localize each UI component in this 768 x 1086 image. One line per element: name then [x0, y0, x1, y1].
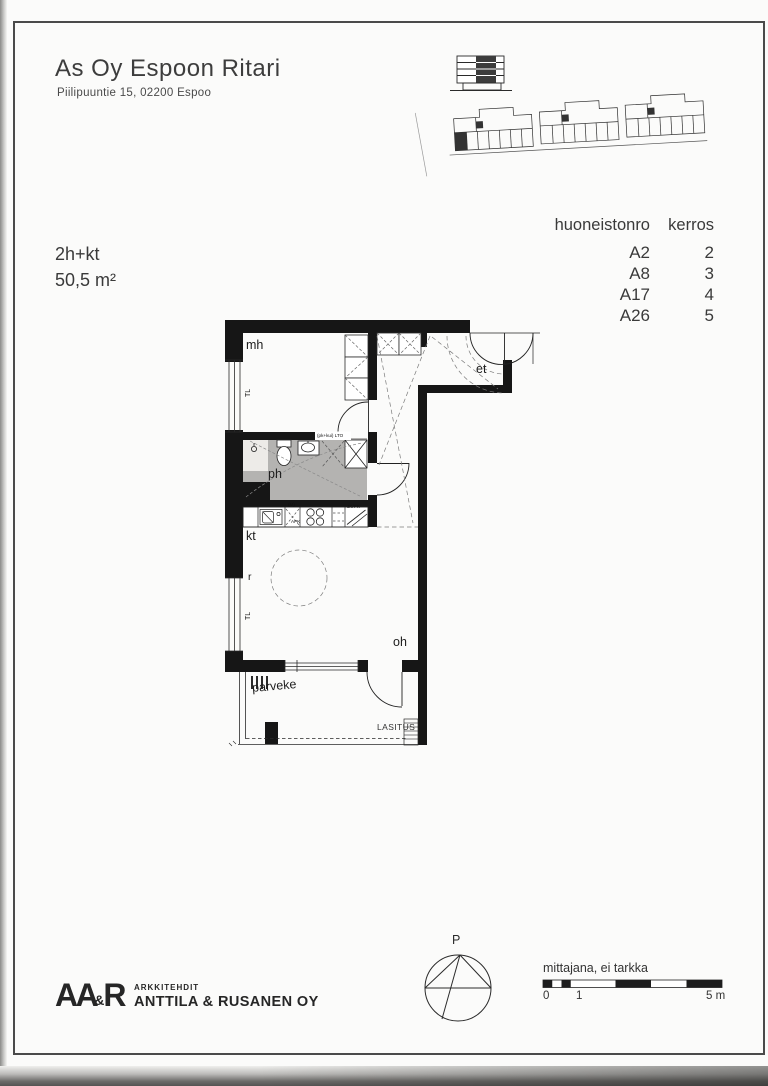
apartment-area: 50,5 m² [55, 270, 117, 290]
table-row [520, 306, 714, 327]
scale-tick-1: 1 [576, 990, 583, 1002]
unit-cell: A2 [629, 243, 650, 262]
room-label-oh: oh [393, 635, 407, 649]
compass-north-label: P [452, 933, 461, 947]
floor-cell: 2 [704, 243, 714, 262]
scan-edge-left [0, 0, 7, 1086]
logo-line1: ARKKITEHDIT [133, 983, 200, 992]
scale-bar [543, 980, 722, 988]
room-label-parveke: parveke [251, 677, 297, 695]
building-section-drawing [450, 56, 512, 91]
logo-line2: ANTTILA & RUSANEN OY [133, 994, 319, 1010]
table-row [520, 264, 714, 285]
compass-icon [425, 955, 491, 1021]
page-title: As Oy Espoon Ritari [55, 55, 281, 82]
floor-cell: 4 [704, 285, 714, 304]
logo-monogram-amp: & [94, 992, 105, 1009]
fridge-freezer-label: JK/PK [347, 504, 360, 509]
microwave-label: (M) [288, 502, 295, 507]
room-label-kt: kt [246, 529, 256, 543]
room-label-mh: mh [246, 338, 264, 352]
room-label-r: r [248, 571, 252, 583]
architect-logo [55, 977, 319, 1013]
apartment-type: 2h+kt [55, 244, 100, 264]
room-label-et: et [476, 362, 487, 376]
floor-cell: 3 [704, 264, 714, 283]
site-plan-drawing [415, 93, 708, 177]
vent-window-label-oh: TL [245, 611, 252, 620]
logo-monogram-r: R [103, 977, 124, 1013]
unit-cell: A26 [619, 306, 650, 325]
glazing-label: LASITUS [377, 722, 416, 732]
unit-cell: A8 [629, 264, 650, 283]
scale-caption: mittajana, ei tarkka [543, 961, 648, 975]
scale-tick-5m: 5 m [706, 990, 726, 1002]
table-row [520, 243, 714, 264]
logo-text [134, 982, 319, 1010]
unit-cell: A17 [619, 285, 650, 304]
room-label-ph: ph [268, 467, 282, 481]
table-header-floor: kerros [668, 216, 714, 234]
logo-monogram [55, 977, 124, 1013]
apartment-table [520, 216, 714, 327]
table-header-unit: huoneistonro [554, 216, 650, 234]
vent-window-label-mh: TL [245, 388, 252, 397]
table-header-row [520, 216, 714, 237]
logo-monogram-aa: AA [55, 977, 97, 1013]
scan-edge-bottom-shade [260, 1066, 768, 1086]
scale-tick-0: 0 [543, 990, 550, 1002]
page-address: Piilipuuntie 15, 02200 Espoo [57, 87, 212, 99]
dishwasher-label: APK [291, 518, 301, 524]
floor-cell: 5 [704, 306, 714, 325]
washer-dryer-label: (pk+kui) LTO [317, 432, 344, 438]
table-row [520, 285, 714, 306]
